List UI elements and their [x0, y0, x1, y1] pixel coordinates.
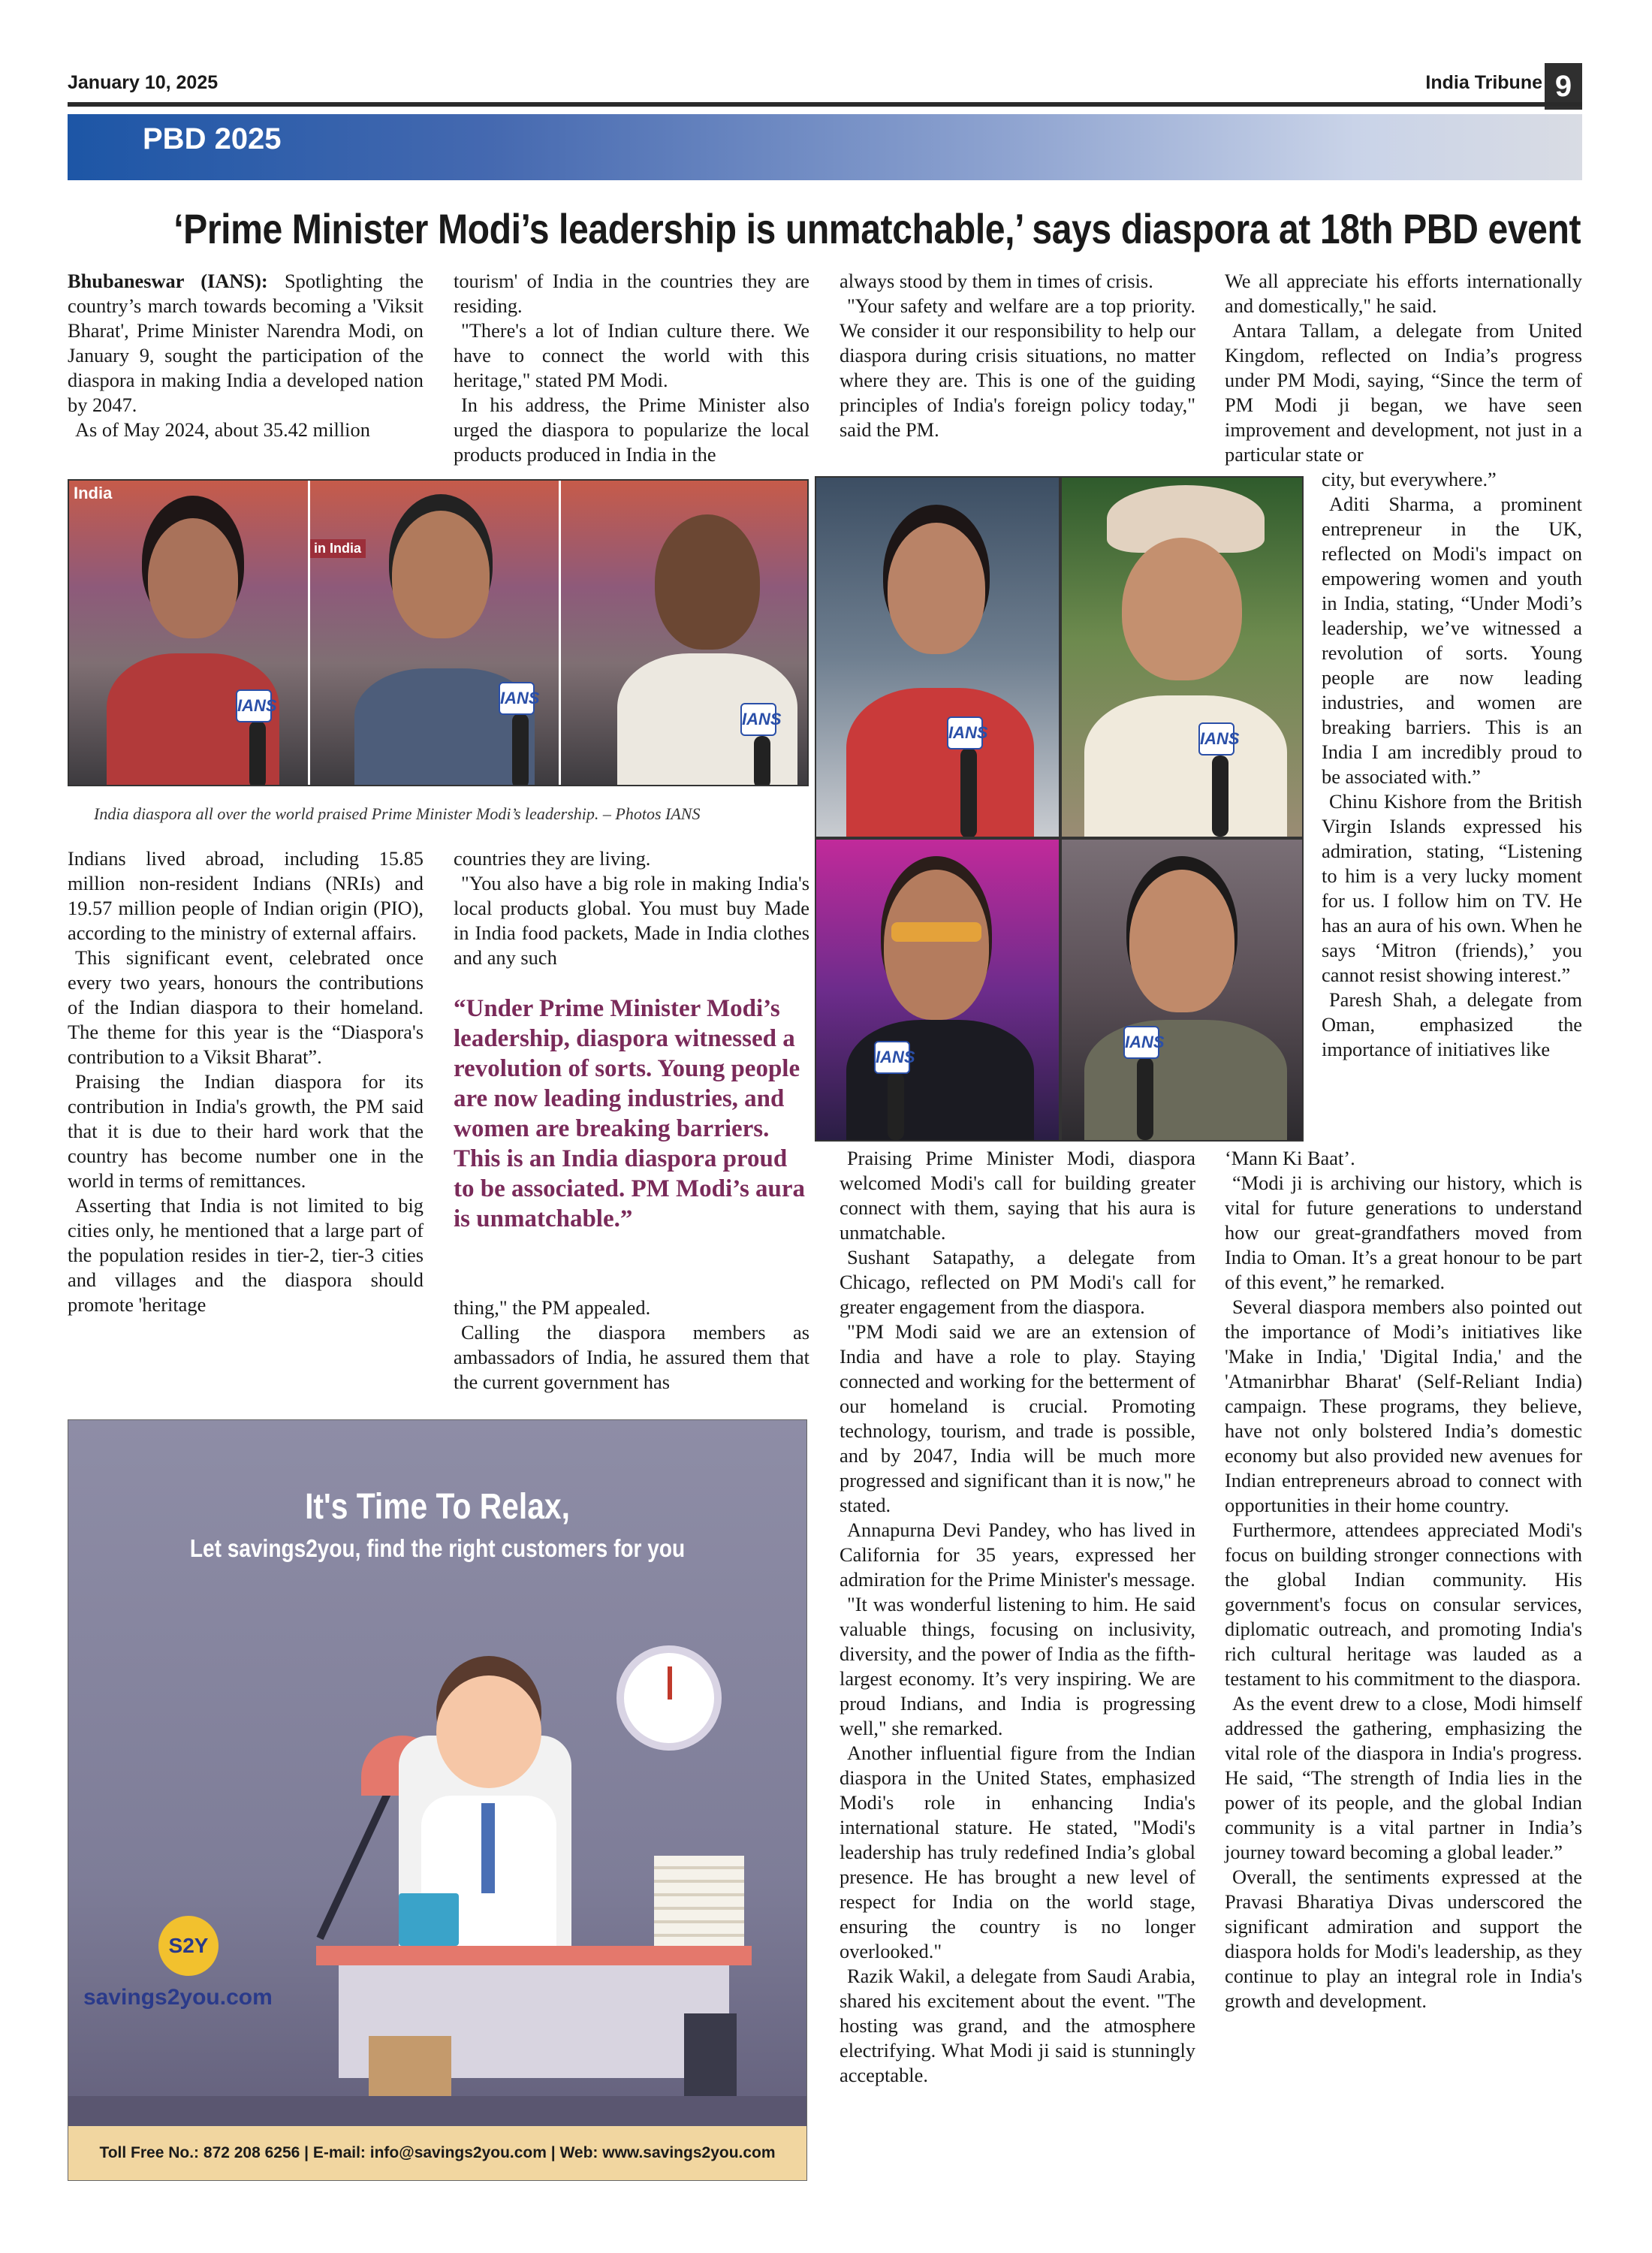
article-paragraph [1225, 269, 1582, 318]
article-paragraph [1225, 1865, 1582, 2013]
paragraph-text: Razik Wakil, a delegate from Saudi Arabia, shared his excitement about the event. "The hosting was grand, and the atmosphere electrifying. What Modi ji said is stunningly acceptable. [840, 1965, 1195, 2086]
paragraph-text: Another influential figure from the Indian diaspora in the United States, emphasized Modi's role in enhancing India's international stature. He stated, "Modi's leadership has truly redefined India’s global presence. He has brought a new level of respect for India on the world stage, ensuring the country is no longer overlooked." [840, 1742, 1195, 1962]
ians-mic: IANS [874, 1041, 910, 1074]
article-paragraph [840, 1741, 1195, 1964]
paragraph-text: "Your safety and welfare are a top priority. We consider it our responsibility to help our diaspora during crisis situations, no matter where they are. This is one of the guiding principles of India's foreign policy today," said the PM. [840, 294, 1195, 441]
paragraph-text: tourism' of India in the countries they are residing. [454, 270, 809, 317]
column-3-top [840, 269, 1195, 442]
paragraph-text: always stood by them in times of crisis. [840, 270, 1153, 292]
article-paragraph [454, 393, 809, 467]
ians-mic: IANS [499, 682, 535, 715]
photo-divider [308, 481, 310, 785]
man-tie [481, 1803, 495, 1893]
sunglasses [891, 922, 981, 942]
photo-delegate-turban [1060, 476, 1304, 838]
person-shoulders [1084, 695, 1287, 838]
article-paragraph [1322, 988, 1582, 1062]
article-paragraph [840, 1592, 1195, 1741]
paragraph-text: city, but everywhere.” [1322, 468, 1497, 490]
column-1-bottom [68, 846, 424, 1317]
person-shoulders [1084, 1020, 1287, 1142]
event-sign: in India [309, 539, 366, 558]
article-paragraph [454, 1320, 809, 1395]
man-face [436, 1675, 541, 1788]
paragraph-text: Antara Tallam, a delegate from United Kingdom, reflected on India’s progress under PM Modi, saying, “Since the term of PM Modi ji began, we have seen improvement and development, not just in a particular state or [1225, 319, 1582, 466]
paragraph-text: Paresh Shah, a delegate from Oman, emphasized the importance of initiatives like [1322, 988, 1582, 1060]
header-rule [68, 102, 1582, 107]
photo-caption: India diaspora all over the world praised Prime Minister Modi’s leadership. – Photos IANS [94, 804, 701, 823]
column-2-bottom [454, 1295, 809, 1395]
article-paragraph [840, 269, 1195, 294]
waste-bin [684, 2013, 737, 2096]
mic-handle [888, 1072, 904, 1140]
mic-handle [512, 713, 529, 786]
paragraph-text: Sushant Satapathy, a delegate from Chicago, reflected on PM Modi's call for greater engagement from the diaspora. [840, 1246, 1195, 1318]
paragraph-text: “Modi ji is archiving our history, which is vital for future generations to understand how our great-grandfathers moved from India to Oman. It’s a great honour to be part of this event,” he remarked. [1225, 1172, 1582, 1293]
article-paragraph [1225, 1691, 1582, 1865]
column-1-top [68, 269, 424, 442]
article-paragraph [1225, 1295, 1582, 1518]
savings2you-logo-icon: S2Y [158, 1916, 219, 1976]
paragraph-text: Several diaspora members also pointed out the importance of Modi’s initiatives like 'Make in India,' 'Digital India,' and the 'Atmanirbhar Bharat' (Self-Reliant India) campaign. These programs, they believe, have not only bolstered India’s domestic economy but also provided new avenues for Indian entrepreneurs abroad to connect with opportunities in their home country. [1225, 1295, 1582, 1516]
person-shoulders [846, 688, 1034, 838]
photo-divider [559, 481, 561, 785]
clock-hand [668, 1666, 672, 1700]
photo-diaspora-group [68, 479, 809, 786]
article-paragraph [454, 1295, 809, 1320]
article-paragraph [68, 846, 424, 946]
paragraph-text: As the event drew to a close, Modi himself addressed the gathering, emphasizing the vital role of the diaspora in India's progress. He said, “The strength of India lies in the power of its people, and the global Indian community is a vital partner in India’s journey toward becoming a global leader.” [1225, 1692, 1582, 1863]
person-shoulders [846, 1020, 1034, 1142]
column-2-mid [454, 846, 809, 970]
person-face [1122, 538, 1242, 680]
paragraph-text: Calling the diaspora members as ambassadors of India, he assured them that the current government has [454, 1321, 809, 1393]
paragraph-text: Furthermore, attendees appreciated Modi's focus on building stronger connections with the global Indian community. His government's focus on consular services, diplomatic outreach, and promoting India's rich cultural heritage was lauded as a testament to his commitment to the diaspora. [1225, 1519, 1582, 1690]
paragraph-text: Praising the Indian diaspora for its contribution in India's growth, the PM said that it is due to their hard work that the country has become number one in the world in terms of remittances. [68, 1070, 424, 1192]
article-paragraph [1322, 789, 1582, 988]
clock-icon [616, 1645, 722, 1751]
dateline: Bhubaneswar (IANS): [68, 270, 268, 292]
mic-handle [1137, 1057, 1153, 1140]
article-paragraph [840, 1245, 1195, 1320]
paragraph-text: countries they are living. [454, 847, 651, 870]
photo-delegate-woman [815, 476, 1060, 838]
storage-box [369, 2036, 451, 2096]
article-paragraph [68, 1193, 424, 1317]
article-paragraph [1225, 1518, 1582, 1691]
article-paragraph [68, 946, 424, 1069]
desk-top [316, 1946, 752, 1965]
section-banner [68, 114, 1582, 180]
paragraph-text: Asserting that India is not limited to big cities only, he mentioned that a large part of the population resides in tier-2, tier-3 cities and villages and the diaspora should promote 'heritage [68, 1194, 424, 1316]
coffee-mug-icon [399, 1893, 459, 1946]
issue-date: January 10, 2025 [68, 72, 219, 93]
paragraph-text: Indians lived abroad, including 15.85 million non-resident Indians (NRIs) and 19.57 million people of Indian origin (PIO), according to the ministry of external affairs. [68, 847, 424, 944]
pull-quote: “Under Prime Minister Modi’s leadership, diaspora witnessed a revolution of sorts. Young people are now leading industries, and women are breaking barriers. This is an India diaspora proud to be associated. PM Modi’s aura is unmatchable.” [454, 995, 806, 1232]
person-face [1129, 870, 1234, 1012]
banner-text: India [74, 484, 113, 502]
paragraph-text: thing," the PM appealed. [454, 1296, 651, 1319]
paragraph-text: Annapurna Devi Pandey, who has lived in California for 35 years, expressed her admiration for the Prime Minister's message. [840, 1519, 1195, 1591]
paragraph-text: Aditi Sharma, a prominent entrepreneur in the UK, reflected on Modi's impact on empowering women and youth in India, stating, “Under Modi’s leadership, we’ve witnessed a revolution of sorts. Young people are now leading industries, and women are breaking barriers. This is an India I am incredibly proud to be associated with.” [1322, 493, 1582, 788]
paragraph-text: Chinu Kishore from the British Virgin Islands expressed his admiration, stating, “Listening to him is a very lucky moment for us. I follow him on TV. He has an aura of his own. When he says ‘Mitron (friends),’ you cannot resist showing interest.” [1322, 790, 1582, 986]
column-4-top [1225, 269, 1582, 467]
ians-mic: IANS [1123, 1026, 1159, 1059]
column-4-narrow [1322, 467, 1582, 1062]
person-face [888, 523, 985, 654]
article-paragraph [1225, 1146, 1582, 1171]
ad-logo-text[interactable]: savings2you.com [83, 1985, 273, 2010]
newspaper-name: India Tribune [1425, 72, 1542, 93]
section-label: PBD 2025 [143, 122, 282, 155]
advertisement[interactable] [68, 1419, 807, 2181]
paragraph-text: ‘Mann Ki Baat’. [1225, 1147, 1355, 1169]
column-2-top [454, 269, 809, 467]
paragraph-text: Praising Prime Minister Modi, diaspora welcomed Modi's call for building greater connect with them, saying that his aura is unmatchable. [840, 1147, 1195, 1244]
article-paragraph [840, 1320, 1195, 1518]
person-face [392, 511, 490, 638]
ians-mic: IANS [947, 716, 983, 749]
photo-delegate-sunglasses [815, 838, 1060, 1142]
paragraph-text: This significant event, celebrated once every two years, honours the contributions of the Indian diaspora to their homeland. The theme for this year is the “Diaspora's contribution to a Viksit Bharat”. [68, 946, 424, 1068]
article-paragraph [1225, 1171, 1582, 1295]
headline: ‘Prime Minister Modi’s leadership is unmatchable,’ says diaspora at 18th PBD event [173, 205, 1581, 252]
mic-handle [1212, 756, 1228, 837]
ians-mic: IANS [740, 703, 776, 736]
ad-title: It's Time To Relax, [305, 1487, 570, 1527]
article-paragraph [68, 269, 424, 418]
article-paragraph [840, 1964, 1195, 2088]
floor [68, 2096, 806, 2126]
ians-mic: IANS [1198, 722, 1234, 756]
article-paragraph [1322, 467, 1582, 492]
paragraph-text: In his address, the Prime Minister also urged the diaspora to popularize the local products produced in India in the [454, 394, 809, 466]
paragraph-text: "There's a lot of Indian culture there. We have to connect the world with this heritage," stated PM Modi. [454, 319, 809, 391]
article-paragraph [840, 1146, 1195, 1245]
column-4-bottom [1225, 1146, 1582, 2013]
article-paragraph [840, 294, 1195, 442]
mic-handle [249, 721, 266, 786]
article-paragraph [1322, 492, 1582, 789]
article-paragraph [454, 318, 809, 393]
article-paragraph [68, 418, 424, 442]
paragraph-text: We all appreciate his efforts internationally and domestically," he said. [1225, 270, 1582, 317]
article-paragraph [68, 1069, 424, 1193]
page-number: 9 [1545, 63, 1582, 110]
person-face [884, 870, 989, 1020]
paragraph-text: "PM Modi said we are an extension of India and have a role to play. Staying connected and working for the betterment of our homeland is crucial. Promoting technology, tourism, and trade is possible, and by 2047, India will be much more progressed and significant than it is now," he stated. [840, 1320, 1195, 1516]
mic-handle [754, 736, 770, 786]
paragraph-text: As of May 2024, about 35.42 million [75, 418, 370, 441]
paragraph-text: Spotlighting the country’s march towards becoming a 'Viksit Bharat', Prime Minister Narendra Modi, on January 9, sought the participation of the diaspora in making India a developed nation by 2047. [68, 270, 424, 416]
photo-delegate-jacket [1060, 838, 1304, 1142]
ad-contact-footer[interactable]: Toll Free No.: 872 208 6256 | E-mail: info@savings2you.com | Web: www.savings2you.com [68, 2126, 806, 2180]
paragraph-text: Overall, the sentiments expressed at the Pravasi Bharatiya Divas underscored the significant admiration and support the diaspora holds for Modi's leadership, as they continue to play an integral role in India's growth and development. [1225, 1865, 1582, 2012]
paragraph-text: "You also have a big role in making India's local products global. You must buy Made in India food packets, Made in India clothes and any such [454, 872, 809, 969]
column-3-bottom [840, 1146, 1195, 2088]
paper-stack [654, 1856, 744, 1946]
article-paragraph [454, 269, 809, 318]
article-paragraph [454, 871, 809, 970]
mic-handle [960, 748, 977, 838]
article-paragraph [1225, 318, 1582, 467]
ad-subtitle: Let savings2you, find the right customers for you [189, 1534, 686, 1562]
person-face [148, 518, 238, 638]
article-paragraph [454, 846, 809, 871]
person-face [655, 514, 760, 650]
paragraph-text: "It was wonderful listening to him. He said valuable things, focusing on inclusivity, diversity, and the power of India as the fifth-largest economy. It’s very inspiring. We are proud Indians, and India is progressing well," she remarked. [840, 1593, 1195, 1739]
ians-mic: IANS [236, 689, 272, 722]
article-paragraph [840, 1518, 1195, 1592]
